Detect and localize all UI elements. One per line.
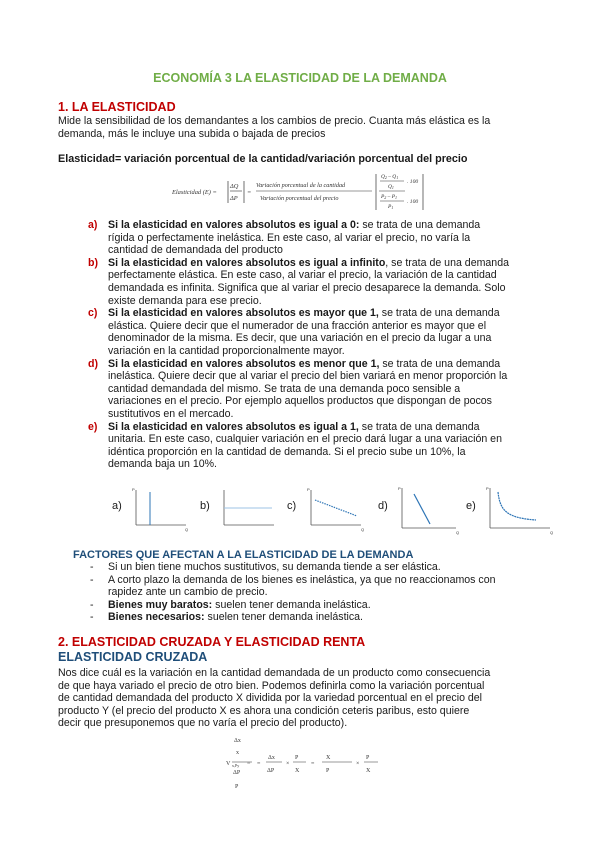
case-text: se trata de una demanda xyxy=(359,219,481,231)
graph-y-axis-label: P xyxy=(307,487,310,492)
formula-f5-num: P xyxy=(366,755,370,761)
formula-f1-bot: P xyxy=(235,784,239,790)
subheading-cruzada: ELASTICIDAD CRUZADA xyxy=(58,650,208,664)
factor-bold-text: Bienes muy baratos: xyxy=(108,598,213,611)
graph-label: e) xyxy=(466,500,476,512)
formula-f4-num: X xyxy=(326,755,331,761)
graph-x-axis-label: Q xyxy=(185,527,189,532)
elasticity-cases-list xyxy=(88,219,528,471)
formula-lhs: V xyxy=(226,761,231,767)
section-heading-cruzada-renta: 2. ELASTICIDAD CRUZADA Y ELASTICIDAD RENTA xyxy=(58,635,366,649)
list-marker: d) xyxy=(88,357,98,370)
svg-text:=: = xyxy=(247,761,251,767)
list-marker: b) xyxy=(88,256,98,269)
factors-list xyxy=(88,561,528,624)
svg-text:=: = xyxy=(247,189,252,196)
paragraph-line: Nos dice cuál es la variación en la cantidad demandada de un producto como consecuencia xyxy=(58,667,491,679)
case-text: , se trata de una demanda xyxy=(385,256,509,269)
case-text-line: unitaria. En este caso, cualquier variación en el precio dará lugar a una variación en xyxy=(108,433,502,446)
intro-line: demanda, más le incluye una subida o bajada de precios xyxy=(58,127,326,140)
factor-text: A corto plazo la demanda de los bienes es inelástica, ya que no reaccionamos con xyxy=(108,573,496,586)
case-text-line: elástica. Quiere decir que el numerador de una fracción anterior es mayor que el xyxy=(108,319,487,332)
formula-mid-num: Variación porcentual de la cantidad xyxy=(256,182,346,189)
graph-x-axis-label: Q xyxy=(456,530,460,535)
formula-abs-den: ΔP xyxy=(230,195,238,202)
case-bold-text: Si la elasticidad en valores absolutos es igual a infinito xyxy=(108,256,386,269)
factor-item: - A corto plazo la demanda de los bienes es inelástica, ya que no reaccionamos con rapidez ante un cambio de precio. xyxy=(88,574,528,599)
paragraph-line: de que haya variado el precio de otro bien. Podemos definirla como la variación porcentual xyxy=(58,679,485,692)
case-text-line: demanda baja un 10%. xyxy=(108,458,217,471)
case-text-line: perfectamente elástica. En este caso, al variar el precio, la variación de la cantidad xyxy=(108,269,497,282)
svg-text:. 100: . 100 xyxy=(407,179,419,185)
formula-f1-x: x xyxy=(236,750,239,756)
document-title: ECONOMÍA 3 LA ELASTICIDAD DE LA DEMANDA xyxy=(153,71,447,85)
formula-lhs: Elasticidad (E) = xyxy=(172,189,217,196)
elasticity-case-item xyxy=(88,307,528,357)
factor-text: suelen tener demanda inelástica. xyxy=(204,611,363,624)
case-text: se trata de una demanda xyxy=(358,420,480,433)
formula-f2-num: Δx xyxy=(268,755,275,761)
elasticity-case-item xyxy=(88,421,528,471)
graph-label: b) xyxy=(200,500,210,512)
factor-bold-text: Bienes necesarios: xyxy=(108,611,205,624)
formula-abs-num: ΔQ xyxy=(230,183,239,190)
formula-f1-top: Δx xyxy=(234,738,241,744)
formula-f1-dp: ΔP xyxy=(233,770,241,776)
paragraph-line: de cantidad demandada del producto X dividida por la variedad porcentual en el precio del xyxy=(58,692,483,705)
factor-text: suelen tener demanda inelástica. xyxy=(212,598,371,611)
list-marker: a) xyxy=(88,219,98,231)
svg-text:×: × xyxy=(356,761,360,767)
svg-text:×: × xyxy=(286,761,290,767)
svg-text:. 100: . 100 xyxy=(407,199,419,205)
intro-line: Mide la sensibilidad de los demandantes a los cambios de precio. Cuanta más elástica es la xyxy=(58,115,491,127)
factors-heading: FACTORES QUE AFECTAN A LA ELASTICIDAD DE LA DEMANDA xyxy=(73,549,414,561)
graph-x-axis-label: Q xyxy=(361,527,365,532)
formula-lhs-sub: x,Py xyxy=(232,763,240,768)
formula-f2-den: ΔP xyxy=(267,768,275,774)
factor-item: - Bienes muy baratos: suelen tener demanda inelástica. xyxy=(90,598,371,611)
cross-elasticity-paragraph xyxy=(58,667,548,730)
list-marker: c) xyxy=(88,307,98,320)
elasticity-case-item xyxy=(88,358,528,421)
section-heading-elasticidad: 1. LA ELASTICIDAD xyxy=(58,100,176,114)
case-bold-text: Si la elasticidad en valores absolutos es igual a 0: xyxy=(108,219,360,231)
factor-item: - Bienes necesarios: suelen tener demanda inelástica. xyxy=(90,611,363,624)
svg-text:Q2 – Q1: Q2 – Q1 xyxy=(381,174,399,180)
case-text-line: idéntica proporción en la cantidad de demanda. Si el precio sube un 10%, la xyxy=(108,445,466,458)
case-bold-text: Si la elasticidad en valores absolutos es mayor que 1, xyxy=(108,307,379,320)
case-text-line: denominador de la misma. Es decir, que una variación en el precio da lugar a una xyxy=(108,332,492,345)
graph-y-axis-label: P xyxy=(132,487,135,492)
case-text-line: variación en la cantidad proporcionalmente mayor. xyxy=(108,344,345,357)
elasticity-case-item xyxy=(88,257,528,307)
case-text-line: cantidad de demandada del producto xyxy=(108,244,283,257)
intro-paragraph xyxy=(58,115,548,140)
factor-text-line: rapidez ante un cambio de precio. xyxy=(108,586,268,599)
graph-label: c) xyxy=(287,500,297,512)
formula-f4-den: P xyxy=(326,768,330,774)
factor-item: - Si un bien tiene muchos sustitutivos, su demanda tiende a ser elástica. xyxy=(90,561,441,573)
elasticity-case-item xyxy=(88,219,528,257)
svg-text:P2 – P1: P2 – P1 xyxy=(381,194,397,200)
case-text-line: existe demanda para ese precio. xyxy=(108,294,262,307)
list-marker: e) xyxy=(88,420,98,433)
svg-text:Q1: Q1 xyxy=(388,184,394,190)
cross-elasticity-formula xyxy=(226,734,396,794)
graph-x-axis-label: Q xyxy=(550,530,554,535)
graph-y-axis-label: P xyxy=(486,486,489,491)
case-text-line: variaciones en el precio. Por ejemplo aquellos productos que dispongan de pocos xyxy=(108,395,492,408)
case-text: se trata de una demanda xyxy=(379,357,501,370)
paragraph-line: decir que presuponemos que no varía el precio del producto). xyxy=(58,717,348,730)
svg-text:=: = xyxy=(311,761,315,767)
graph-label: a) xyxy=(112,500,122,512)
formula-f3-den: X xyxy=(295,768,300,774)
svg-text:P1: P1 xyxy=(388,204,394,210)
case-text-line: sustitutivos en el mercado. xyxy=(108,407,234,420)
svg-text:=: = xyxy=(257,761,261,767)
formula-f5-den: X xyxy=(366,768,371,774)
formula-mid-den: Variación porcentual del precio xyxy=(260,195,339,202)
case-text-line: rígida o perfectamente inelástica. En este caso, al variar el precio, no varía la xyxy=(108,231,471,244)
graph-label: d) xyxy=(378,500,388,512)
case-text-line: demandada es infinita. Significa que al variar el precio desaparece la demanda. Solo xyxy=(108,281,506,294)
elasticity-formula xyxy=(172,170,442,212)
factor-text: Si un bien tiene muchos sustitutivos, su demanda tiende a ser elástica. xyxy=(108,561,441,573)
formula-f3-num: P xyxy=(295,755,299,761)
case-text: se trata de una demanda xyxy=(378,307,500,320)
case-bold-text: Si la elasticidad en valores absolutos es igual a 1, xyxy=(108,420,359,433)
graph-y-axis-label: P xyxy=(398,486,401,491)
paragraph-line: producto Y (el precio del producto X es ahora una condición ceteris paribus, esto quiere xyxy=(58,704,470,717)
case-bold-text: Si la elasticidad en valores absolutos es menor que 1, xyxy=(108,357,380,370)
case-text-line: inelástica. Quiere decir que al variar el precio del bien variará en menor proporción la xyxy=(108,370,508,383)
elasticity-definition: Elasticidad= variación porcentual de la cantidad/variación porcentual del precio xyxy=(58,153,468,165)
case-text-line: cantidad demandada del mismo. Se trata de una demanda poco sensible a xyxy=(108,382,461,395)
